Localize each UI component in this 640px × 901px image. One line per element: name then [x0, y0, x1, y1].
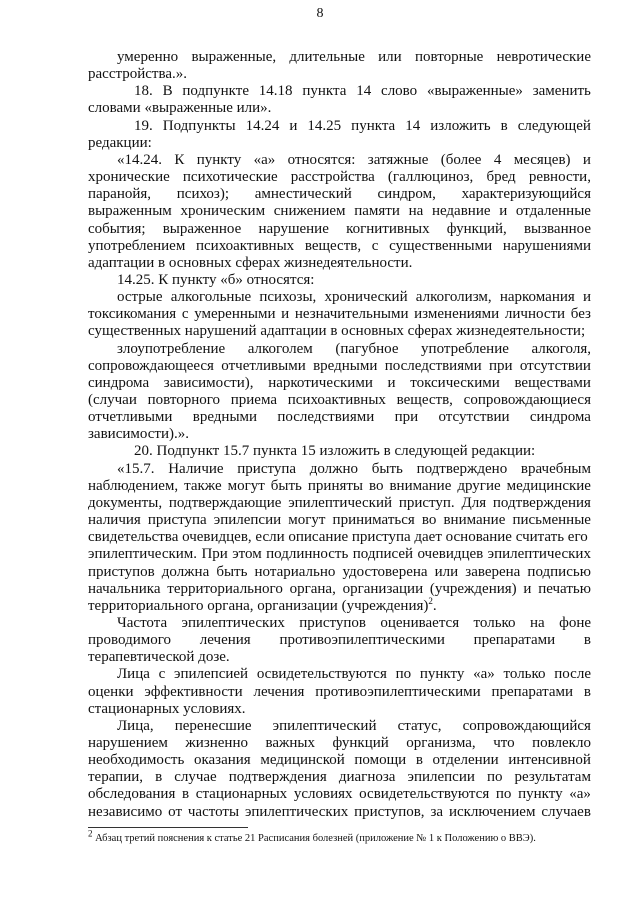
text-line: наличия приступа эпилепсии могут приниматься во внимание письменные — [88, 512, 591, 529]
page-number: 8 — [316, 6, 324, 21]
footnote — [88, 828, 536, 845]
text-line: свидетельства очевидцев, если описание приступа дает основание считать его — [88, 529, 588, 546]
text-line: хронические психотические расстройства (галлюциноз, бред ревности, — [88, 169, 591, 186]
text-line: сопровождающееся отчетливыми вредными последствиями при отсутствии — [88, 357, 591, 374]
text-line: документы, подтверждающие эпилептический приступ. Для подтверждения — [88, 494, 591, 511]
text-line: «14.24. К пункту «а» относятся: затяжные (более 4 месяцев) и — [117, 151, 591, 168]
footnote-marker: 2 — [88, 828, 93, 839]
text-line: начальника территориального органа, организации (учреждения) и печатью — [88, 580, 591, 597]
text-line: умеренно выраженные, длительные или повторные невротические — [117, 49, 591, 65]
text-line: приступов должна быть нотариально удостоверена или заверена подписью — [88, 563, 591, 580]
text-line: 14.25. К пункту «б» относятся: — [117, 271, 315, 288]
text-line: 18. В подпункте 14.18 пункта 14 слово «выраженные» заменить — [134, 83, 591, 100]
footnote-reference: 2 — [428, 595, 433, 606]
text-line: расстройства.». — [88, 66, 187, 83]
text-line: употреблением психоактивных веществ, с существенными нарушениями — [88, 237, 591, 254]
text-line: независимо от частоты эпилептических приступов, за исключением случаев — [88, 803, 591, 820]
text-line: Лица с эпилепсией освидетельствуются по пункту «а» только после — [117, 666, 591, 683]
text-line: острые алкогольные психозы, хронический алкоголизм, наркомания и — [117, 289, 591, 306]
text-line: адаптации в основных сферах жизнедеятельности. — [88, 254, 413, 271]
text-line: территориального органа, организации (учреждения)$^2$. — [88, 595, 437, 614]
text-line: стационарных условиях. — [88, 700, 246, 717]
text-line: обследования в стационарных условиях освидетельствуются по пункту «а» — [88, 786, 591, 803]
text-line: Частота эпилептических приступов оценивается только на фоне — [117, 614, 591, 631]
text-line: события; выраженное нарушение когнитивных функций, вызванное — [88, 220, 591, 237]
text-line: (случаи повторного приема психоактивных веществ, сопровождающиеся — [88, 392, 591, 408]
footnote-text: Абзац третий пояснения к статье 21 Расписания болезней (приложение № 1 к Положению о ВВЭ). — [92, 832, 536, 844]
text-line: выраженным хроническим снижением памяти на недавние и отдаленные — [88, 203, 591, 220]
text-line: зависимости).». — [88, 426, 189, 443]
text-line: злоупотребление алкоголем (пагубное употребление алкоголя, — [117, 340, 591, 357]
text-line: 20. Подпункт 15.7 пункта 15 изложить в следующей редакции: — [134, 443, 536, 460]
text-line: 19. Подпункты 14.24 и 14.25 пункта 14 изложить в следующей — [134, 117, 591, 134]
text-line: паранойя, психоз); амнестический синдром, характеризующийся — [88, 186, 591, 203]
text-line: терапии, в случае подтверждения диагноза эпилепсии по результатам — [88, 769, 591, 786]
text-line: нарушением жизненно важных функций организма, что повлекло — [88, 735, 591, 751]
text-line: необходимость оказания медицинской помощи в отделении интенсивной — [88, 752, 591, 769]
text-line: наблюдением, также могут быть приняты во внимание другие медицинские — [88, 477, 591, 494]
text-line: токсикомания с умеренными и незначительными изменениями личности без — [88, 306, 591, 323]
text-line: проводимого лечения противоэпилептическими препаратами в — [88, 632, 591, 649]
text-line: терапевтической дозе. — [88, 649, 230, 666]
text-line: «15.7. Наличие приступа должно быть подтверждено врачебным — [117, 460, 591, 477]
text-line: словами «выраженные или». — [88, 100, 272, 117]
text-line: синдрома зависимости), наркотическими и токсическими веществами — [88, 374, 591, 391]
text-line: Лица, перенесшие эпилептический статус, сопровождающийся — [117, 717, 591, 734]
text-line: оценки эффективности лечения противоэпилептическими препаратами в — [88, 683, 591, 700]
text-line: редакции: — [88, 134, 152, 151]
footnote-separator — [88, 827, 248, 828]
text-line: отчетливыми вредными последствиями при отсутствии синдрома — [88, 409, 591, 426]
text-line: эпилептическим. При этом подлинность подписей очевидцев эпилептических — [88, 546, 591, 563]
text-line: существенных нарушений адаптации в основных сферах жизнедеятельности; — [88, 323, 586, 340]
